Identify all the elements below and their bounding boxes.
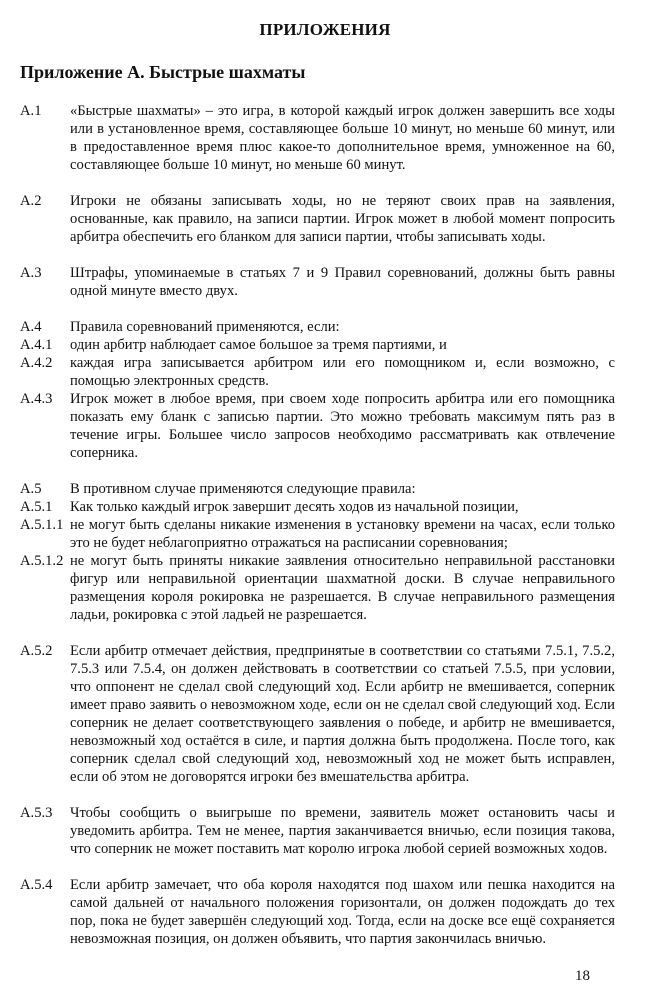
clause-number: A.2 [20,193,42,209]
clause-number: A.4.1 [20,337,53,353]
clause-a5-3 [20,804,615,858]
clause-number: A.5.1.2 [20,553,64,569]
clause-text: Если арбитр замечает, что оба короля находятся под шахом или пешка находится на самой дальней от начального положения горизонтали, он должен подождать до тех пор, пока не будет завершён следующий ход. Тогда, если на доске все ещё сохраняется невозможная позиция, он должен объявить, что партия закончилась вничью. [70,877,615,947]
clause-number: A.1 [20,103,42,119]
clause-number: A.5.1.1 [20,517,64,533]
clause-number: A.4.3 [20,391,53,407]
clause-text: каждая игра записывается арбитром или его помощником и, если возможно, с помощью электронных средств. [70,355,615,389]
clause-number: A.4 [20,319,42,335]
clause-number: A.5.4 [20,877,53,893]
clause-text: Правила соревнований применяются, если: [70,319,340,335]
section-title: Приложение A. Быстрые шахматы [20,62,306,82]
clause-a1 [20,102,615,174]
page-title: ПРИЛОЖЕНИЯ [259,20,391,39]
clause-a4 [20,318,615,336]
clause-text: не могут быть приняты никакие заявления относительно неправильной расстановки фигур или неправильной ориентации шахматной доски. В случае неправильного размещения короля рокировка не разрешается. В случае неправильного размещения ладьи, рокировка с этой ладьей не разрешается. [70,553,615,623]
clause-text: Если арбитр отмечает действия, предпринятые в соответствии со статьями 7.5.1, 7.5.2, 7.5.3 или 7.5.4, он должен действовать в соответствии со статьей 7.5.5, при условии, что оппонент не сделал свой следующий ход. Если арбитр не вмешивается, соперник имеет право заявить о невозможном ходе, если он не сделал свой следующий ход. Если соперник не делает соответствующего заявления о победе, и арбитр не вмешивается, невозможный ход остаётся в силе, и партия должна быть продолжена. После того, как соперник сделал свой следующий ход, невозможный ход не может быть исправлен, если об этом не договорятся игроки без вмешательства арбитра. [70,643,615,785]
clause-number: A.4.2 [20,355,53,371]
clause-text: Игроки не обязаны записывать ходы, но не теряют своих прав на заявления, основанные, как правило, на записи партии. Игрок может в любой момент попросить арбитра обеспечить его бланком для записи партии, чтобы записывать ходы. [70,193,615,245]
page-number: 18 [575,968,590,984]
clause-a4-1 [20,336,615,354]
clause-a5-2 [20,642,615,786]
clause-a3 [20,264,615,300]
clause-number: A.5.1 [20,499,53,515]
clause-text: В противном случае применяются следующие правила: [70,481,416,497]
clause-text: не могут быть сделаны никакие изменения в установку времени на часах, если только это не будет неблагоприятно отражаться на расписании соревнования; [70,517,615,551]
clause-number: A.5 [20,481,42,497]
clause-number: A.3 [20,265,42,281]
clause-a5-4 [20,876,615,948]
clause-number: A.5.3 [20,805,53,821]
clause-a5-1 [20,498,615,516]
clause-text: Чтобы сообщить о выигрыше по времени, заявитель может остановить часы и уведомить арбитра. Тем не менее, партия заканчивается вничью, если позиция такова, что соперник не может поставить мат королю игрока любой серией возможных ходов. [70,805,615,857]
clause-text: Игрок может в любое время, при своем ходе попросить арбитра или его помощника показать ему бланк с записью партии. Это можно требовать максимум пять раз в течение игры. Большее число запросов необходимо рассматривать как отвлечение соперника. [70,391,615,461]
clause-number: A.5.2 [20,643,53,659]
clause-a2 [20,192,615,246]
clause-a5-1-2 [20,552,615,624]
clause-a5 [20,480,615,498]
clause-a4-3 [20,390,615,462]
clause-text: «Быстрые шахматы» – это игра, в которой каждый игрок должен завершить все ходы или в установленное время, составляющее больше 10 минут, но меньше 60 минут, или в предоставленное время плюс какое-то дополнительное время, умноженное на 60, составляющее больше 10 минут, но меньше 60 минут. [70,103,615,173]
clause-text: один арбитр наблюдает самое большое за тремя партиями, и [70,337,447,353]
document-body [20,102,615,948]
clause-a5-1-1 [20,516,615,552]
clause-text: Штрафы, упоминаемые в статьях 7 и 9 Правил соревнований, должны быть равны одной минуте вместо двух. [70,265,615,299]
clause-a4-2 [20,354,615,390]
clause-text: Как только каждый игрок завершит десять ходов из начальной позиции, [70,499,519,515]
